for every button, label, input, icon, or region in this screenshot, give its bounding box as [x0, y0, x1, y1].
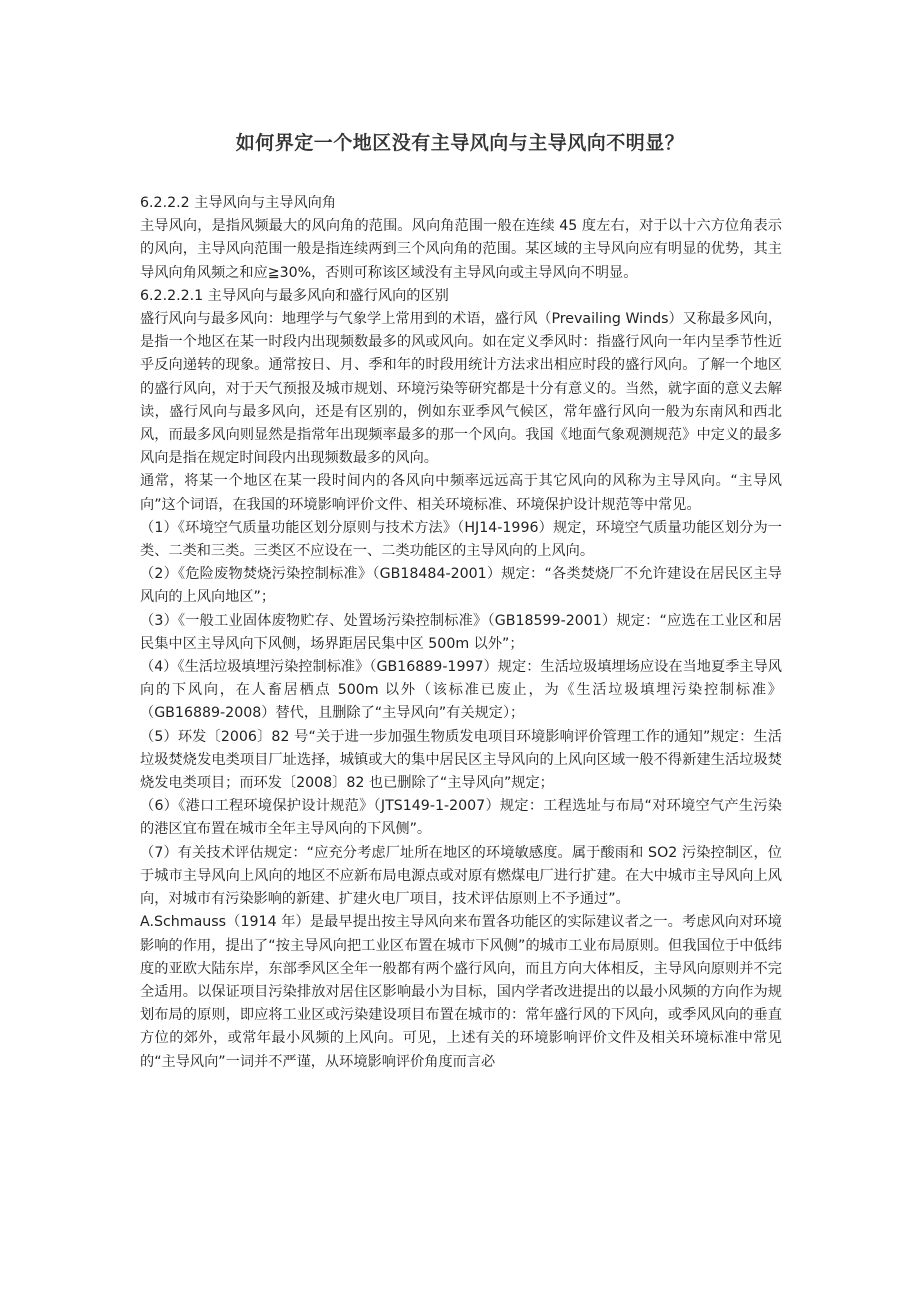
paragraph-item-2: （2）《危险废物焚烧污染控制标准》（GB18484-2001）规定：“各类焚烧厂不允许建设在居民区主导风向的上风向地区”； — [140, 566, 782, 606]
paragraph-item-5: （5）环发〔2006〕82 号“关于进一步加强生物质发电项目环境影响评价管理工作的通知”规定：生活垃圾焚烧发电类项目厂址选择，城镇或大的集中居民区主导风向的上风向区域一般不得新建生活垃圾焚烧发电类项目；而环发〔2008〕82 也已删除了“主导风向”规定； — [140, 728, 782, 792]
paragraph-schmauss: A.Schmauss（1914 年）是最早提出按主导风向来布置各功能区的实际建议者之一。考虑风向对环境影响的作用，提出了“按主导风向把工业区布置在城市下风侧”的城市工业布局原则。但我国位于中低纬度的亚欧大陆东岸，东部季风区全年一般都有两个盛行风向，而且方向大体相反，主导风向原则并不完全适用。以保证项目污染排放对居住区影响最小为目标，国内学者改进提出的以最小风频的方向作为规划布局的原则，即应将工业区或污染建设项目布置在城市的：常年盛行风的下风向，或季风风向的垂直方位的郊外，或常年最小风频的上风向。可见，上述有关的环境影响评价文件及相关环境标准中常见的“主导风向”一词并不严谨，从环境影响评价角度而言必 — [140, 914, 782, 1070]
document-title: 如何界定一个地区没有主导风向与主导风向不明显？ — [235, 132, 685, 154]
paragraph-item-3: （3）《一般工业固体废物贮存、处置场污染控制标准》（GB18599-2001）规定：“应选在工业区和居民集中区主导风向下风侧，场界距居民集中区 500m 以外”； — [140, 612, 782, 652]
paragraph-item-1: （1）《环境空气质量功能区划分原则与技术方法》（HJ14-1996）规定，环境空气质量功能区划分为一类、二类和三类。三类区不应设在一、二类功能区的主导风向的上风向。 — [140, 519, 782, 560]
section-heading-6-2-2-2-1: 6.2.2.2.1 主导风向与最多风向和盛行风向的区别 — [140, 287, 449, 304]
paragraph-item-7: （7）有关技术评估规定：“应充分考虑厂址所在地区的环境敏感度。属于酸雨和 SO2 污染控制区，位于城市主导风向上风向的地区不应新布局电源点或对原有燃煤电厂进行扩建。在大中城市主导风向上风向，对城市有污染影响的新建、扩建火电厂项目，技术评估原则上不予通过”。 — [140, 844, 782, 908]
section-heading-6-2-2-2: 6.2.2.2 主导风向与主导风向角 — [140, 195, 337, 211]
document-body — [140, 192, 782, 1074]
paragraph-dominant-wind-usage: 通常，将某一个地区在某一段时间内的各风向中频率远远高于其它风向的风称为主导风向。“主导风向”这个词语，在我国的环境影响评价文件、相关环境标准、环境保护设计规范等中常见。 — [140, 473, 782, 513]
paragraph-prevailing-wind: 盛行风向与最多风向：地理学与气象学上常用到的术语，盛行风（Prevailing Winds）又称最多风向，是指一个地区在某一时段内出现频数最多的风或风向。如在定义季风时：指盛行风向一年内呈季节性近乎反向递转的现象。通常按日、月、季和年的时段用统计方法求出相应时段的盛行风向。了解一个地区的盛行风向，对于天气预报及城市规划、环境污染等研究都是十分有意义的。当然，就字面的意义去解读，盛行风向与最多风向，还是有区别的，例如东亚季风气候区，常年盛行风向一般为东南风和西北风，而最多风向则显然是指常年出现频率最多的那一个风向。我国《地面气象观测规范》中定义的最多风向是指在规定时间段内出现频数最多的风向。 — [140, 311, 782, 467]
paragraph-dominant-wind-definition: 主导风向，是指风频最大的风向角的范围。风向角范围一般在连续 45 度左右，对于以十六方位角表示的风向，主导风向范围一般是指连续两到三个风向角的范围。某区域的主导风向应有明显的优势，其主导风向角风频之和应≧30%，否则可称该区域没有主导风向或主导风向不明显。 — [140, 218, 782, 281]
paragraph-item-4: （4）《生活垃圾填埋污染控制标准》（GB16889-1997）规定：生活垃圾填埋场应设在当地夏季主导风向的下风向，在人畜居栖点 500m 以外（该标准已废止，为《生活垃圾填埋污染控制标准》（GB16889-2008）替代，且删除了“主导风向”有关规定）； — [140, 659, 782, 722]
paragraph-item-6: （6）《港口工程环境保护设计规范》（JTS149-1-2007）规定：工程选址与布局“对环境空气产生污染的港区宜布置在城市全年主导风向的下风侧”。 — [140, 798, 782, 838]
